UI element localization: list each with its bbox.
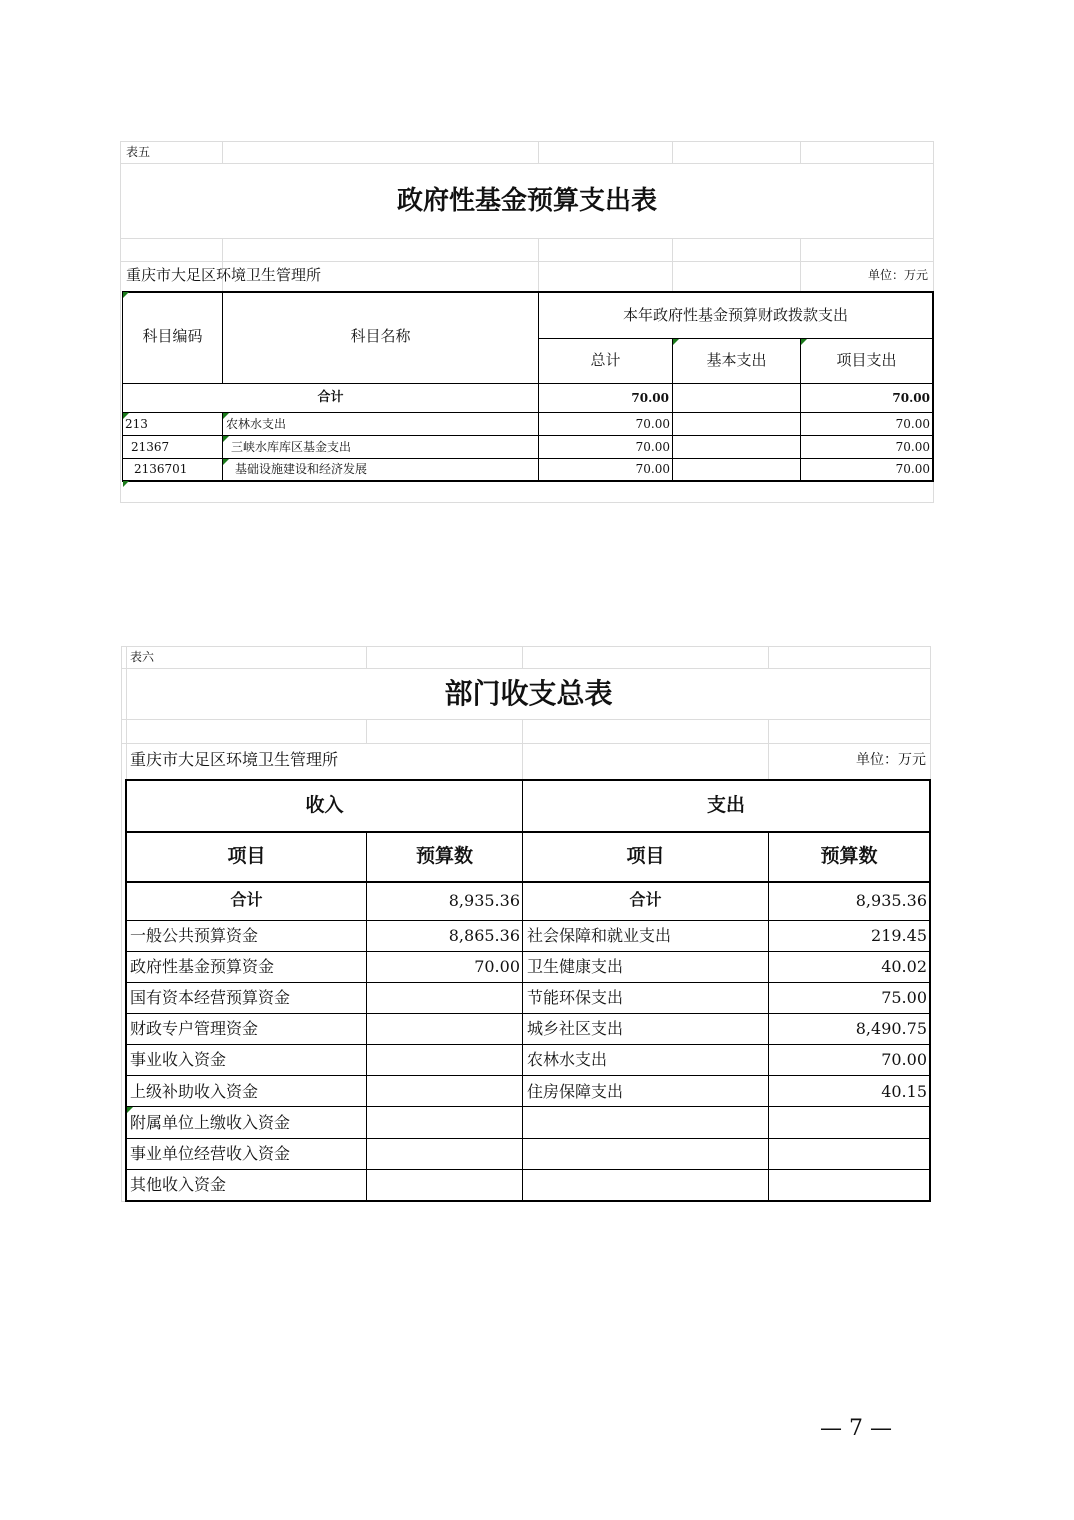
table5-row-total: 70.00	[635, 440, 670, 454]
table6-header-budget-in: 预算数	[415, 845, 473, 867]
table6-row-out-item: 节能环保支出	[527, 988, 624, 1007]
table5-label: 表五	[126, 145, 151, 159]
table5-row-code: 21367	[131, 440, 170, 454]
table5-header-project: 项目支出	[836, 351, 897, 369]
table6-row-out-item: 社会保障和就业支出	[527, 926, 672, 945]
table6-row-in-value: 8,865.36	[448, 926, 520, 945]
table6-total-in-value: 8,935.36	[448, 891, 520, 910]
table6-row-out-item: 城乡社区支出	[527, 1019, 624, 1038]
table6-row-out-item: 农林水支出	[527, 1050, 608, 1069]
table6-header-item-in: 项目	[227, 845, 266, 867]
table6-row-out-value: 40.02	[881, 957, 927, 976]
table6-row-in-item: 财政专户管理资金	[130, 1019, 259, 1038]
table5-org: 重庆市大足区环境卫生管理所	[126, 266, 322, 284]
table6-row-in-item: 国有资本经营预算资金	[130, 988, 291, 1007]
table6-row-in-item: 事业收入资金	[130, 1050, 227, 1069]
table6-title: 部门收支总表	[444, 677, 613, 710]
table6-unit: 单位：万元	[856, 752, 926, 768]
table6-header-budget-out: 预算数	[820, 845, 878, 867]
table6-row-in-item: 其他收入资金	[130, 1175, 227, 1194]
table5-header-total: 总计	[590, 351, 621, 369]
page-number: — 7 —	[820, 1416, 892, 1441]
table6-row-in-item: 附属单位上缴收入资金	[130, 1113, 291, 1132]
table6-row-in-item: 政府性基金预算资金	[130, 957, 275, 976]
table6-row-out-value: 75.00	[881, 988, 927, 1007]
table6-header-income: 收入	[305, 794, 344, 816]
table5-row-project: 70.00	[895, 417, 930, 431]
table5-row-code: 2136701	[134, 462, 188, 476]
table6-total-out-label: 合计	[629, 890, 662, 909]
table6-row-in-item: 上级补助收入资金	[130, 1082, 259, 1101]
table6-label: 表六	[130, 650, 155, 664]
table6-row-in-item: 一般公共预算资金	[130, 926, 259, 945]
table5-row-project: 70.00	[895, 462, 930, 476]
table5-unit: 单位：万元	[867, 268, 928, 282]
table5-total-label: 合计	[317, 390, 344, 405]
table5-row-name: 农林水支出	[226, 417, 287, 431]
table6-row-out-item: 卫生健康支出	[527, 957, 624, 976]
table6-header-expense: 支出	[706, 794, 745, 816]
table5-total-total: 70.00	[631, 391, 669, 405]
table6-header-item-out: 项目	[626, 845, 665, 867]
table5-row-code: 213	[125, 417, 148, 431]
table6-row-out-value: 219.45	[871, 926, 927, 945]
table6-row-in-value: 70.00	[474, 957, 520, 976]
table5-title: 政府性基金预算支出表	[396, 186, 657, 216]
table5-row-project: 70.00	[895, 440, 930, 454]
table6-row-out-value: 40.15	[881, 1082, 927, 1101]
table6-row-out-value: 70.00	[881, 1050, 927, 1069]
table6-total-in-label: 合计	[230, 890, 263, 909]
table5-row-name: 基础设施建设和经济发展	[235, 462, 368, 476]
table6-row-out-item: 住房保障支出	[527, 1082, 624, 1101]
table5-row-total: 70.00	[635, 462, 670, 476]
table5-header-name: 科目名称	[350, 327, 411, 345]
table5-total-project: 70.00	[892, 391, 930, 405]
table5-row-name: 三峡水库库区基金支出	[231, 440, 352, 454]
table5-header-code: 科目编码	[142, 327, 203, 345]
table5-header-basic: 基本支出	[706, 351, 767, 369]
table5-row-total: 70.00	[635, 417, 670, 431]
table6-org: 重庆市大足区环境卫生管理所	[130, 750, 339, 769]
table6-row-in-item: 事业单位经营收入资金	[130, 1144, 291, 1163]
table6-row-out-value: 8,490.75	[855, 1019, 927, 1038]
table6-total-out-value: 8,935.36	[855, 891, 927, 910]
table5-header-group: 本年政府性基金预算财政拨款支出	[622, 306, 848, 324]
